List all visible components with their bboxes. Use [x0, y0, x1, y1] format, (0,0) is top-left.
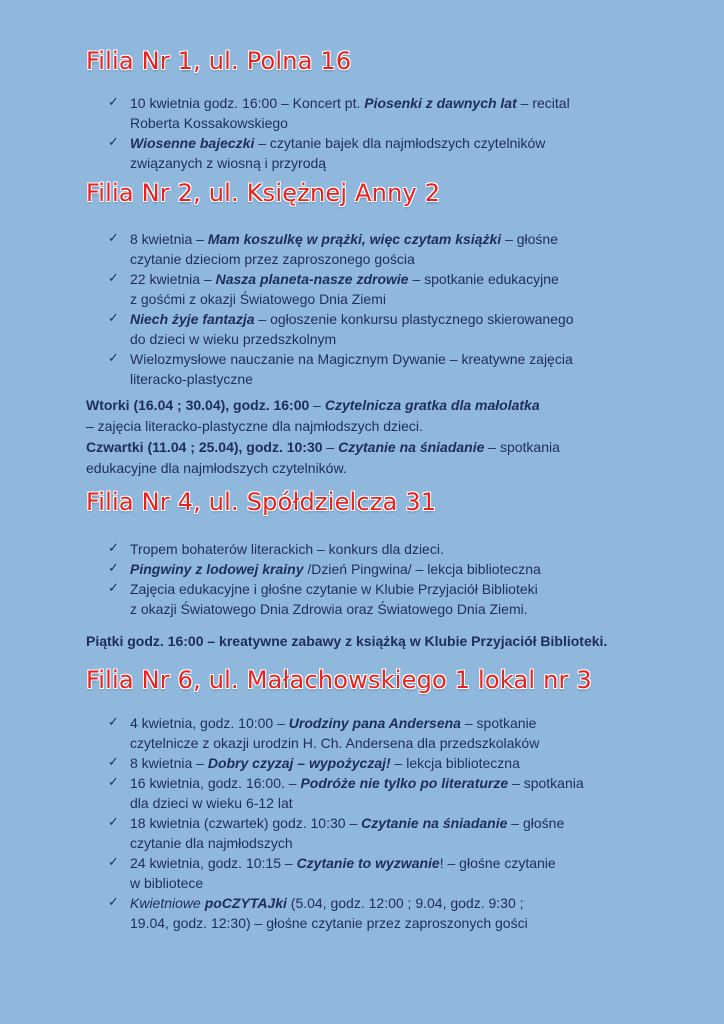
section-list-filia-2 — [108, 229, 668, 389]
check-icon: ✓ — [108, 581, 119, 596]
list-item: ✓ 18 kwietnia (czwartek) godz. 10:30 – Czytanie na śniadanie – głośne czytanie dla najmłodszych — [108, 815, 565, 851]
list-item: ✓ 16 kwietnia, godz. 16:00. – Podróże nie tylko po literaturze – spotkania dla dzieci w wieku 6-12 lat — [108, 775, 584, 811]
section-heading-filia-1: Filia Nr 1, ul. Polna 16 — [86, 47, 352, 75]
check-icon: ✓ — [108, 775, 119, 790]
section-heading-filia-2: Filia Nr 2, ul. Księżnej Anny 2 — [86, 179, 441, 207]
check-icon: ✓ — [108, 541, 119, 556]
section-heading-filia-4: Filia Nr 4, ul. Spółdzielcza 31 — [86, 488, 437, 516]
section-list-filia-6 — [108, 713, 668, 933]
list-item: ✓ 8 kwietnia – Mam koszulkę w prążki, więc czytam książki – głośne czytanie dzieciom przez zaproszonego gościa — [108, 231, 559, 267]
list-item: ✓ 22 kwietnia – Nasza planeta-nasze zdrowie – spotkanie edukacyjne z gośćmi z okazji Światowego Dnia Ziemi — [108, 271, 559, 307]
check-icon: ✓ — [108, 95, 119, 110]
section-list-filia-1 — [108, 93, 668, 173]
list-item: ✓ 10 kwietnia godz. 16:00 – Koncert pt. Piosenki z dawnych lat – recital Roberta Kossakowskiego — [108, 95, 570, 131]
check-icon: ✓ — [108, 311, 119, 326]
section-list-filia-4 — [108, 539, 668, 619]
check-icon: ✓ — [108, 755, 119, 770]
schedule-note-thursdays: Czwartki (11.04 ; 25.04), godz. 10:30 – Czytanie na śniadanie – spotkania edukacyjne dla najmłodszych czytelników. — [86, 439, 560, 476]
list-item: ✓ 8 kwietnia – Dobry czyzaj – wypożyczaj! – lekcja biblioteczna — [108, 755, 520, 771]
list-item: ✓ Niech żyje fantazja – ogłoszenie konkursu plastycznego skierowanego do dzieci w wieku przedszkolnym — [108, 311, 574, 347]
check-icon: ✓ — [108, 135, 119, 150]
check-icon: ✓ — [108, 855, 119, 870]
list-item: ✓ Tropem bohaterów literackich – konkurs dla dzieci. — [108, 541, 444, 557]
list-item: ✓ Kwietniowe poCZYTAJki (5.04, godz. 12:00 ; 9.04, godz. 9:30 ; 19.04, godz. 12:30) – głośne czytanie przez zaproszonych gości — [108, 895, 528, 931]
check-icon: ✓ — [108, 715, 119, 730]
section-heading-filia-6: Filia Nr 6, ul. Małachowskiego 1 lokal nr 3 — [86, 666, 592, 694]
check-icon: ✓ — [108, 895, 119, 910]
list-item: ✓ Zajęcia edukacyjne i głośne czytanie w Klubie Przyjaciół Biblioteki z okazji Światowego Dnia Zdrowia oraz Światowego Dnia Ziemi. — [108, 581, 538, 617]
list-item: ✓ Wiosenne bajeczki – czytanie bajek dla najmłodszych czytelników związanych z wiosną i przyrodą — [108, 135, 546, 171]
list-item: ✓ 24 kwietnia, godz. 10:15 – Czytanie to wyzwanie! – głośne czytanie w bibliotece — [108, 855, 556, 891]
check-icon: ✓ — [108, 231, 119, 246]
check-icon: ✓ — [108, 815, 119, 830]
check-icon: ✓ — [108, 561, 119, 576]
fridays-note: Piątki godz. 16:00 – kreatywne zabawy z książką w Klubie Przyjaciół Biblioteki. — [86, 633, 608, 649]
list-item: ✓ Pingwiny z lodowej krainy /Dzień Pingwina/ – lekcja biblioteczna — [108, 561, 541, 577]
check-icon: ✓ — [108, 351, 119, 366]
list-item: ✓ 4 kwietnia, godz. 10:00 – Urodziny pana Andersena – spotkanie czytelnicze z okazji urodzin H. Ch. Andersena dla przedszkolaków — [108, 715, 540, 751]
schedule-note-tuesdays: Wtorki (16.04 ; 30.04), godz. 16:00 – Czytelnicza gratka dla małolatka – zajęcia literacko-plastyczne dla najmłodszych dzieci. — [86, 397, 540, 434]
list-item: ✓ Wielozmysłowe nauczanie na Magicznym Dywanie – kreatywne zajęcia literacko-plastyczne — [108, 351, 573, 387]
check-icon: ✓ — [108, 271, 119, 286]
